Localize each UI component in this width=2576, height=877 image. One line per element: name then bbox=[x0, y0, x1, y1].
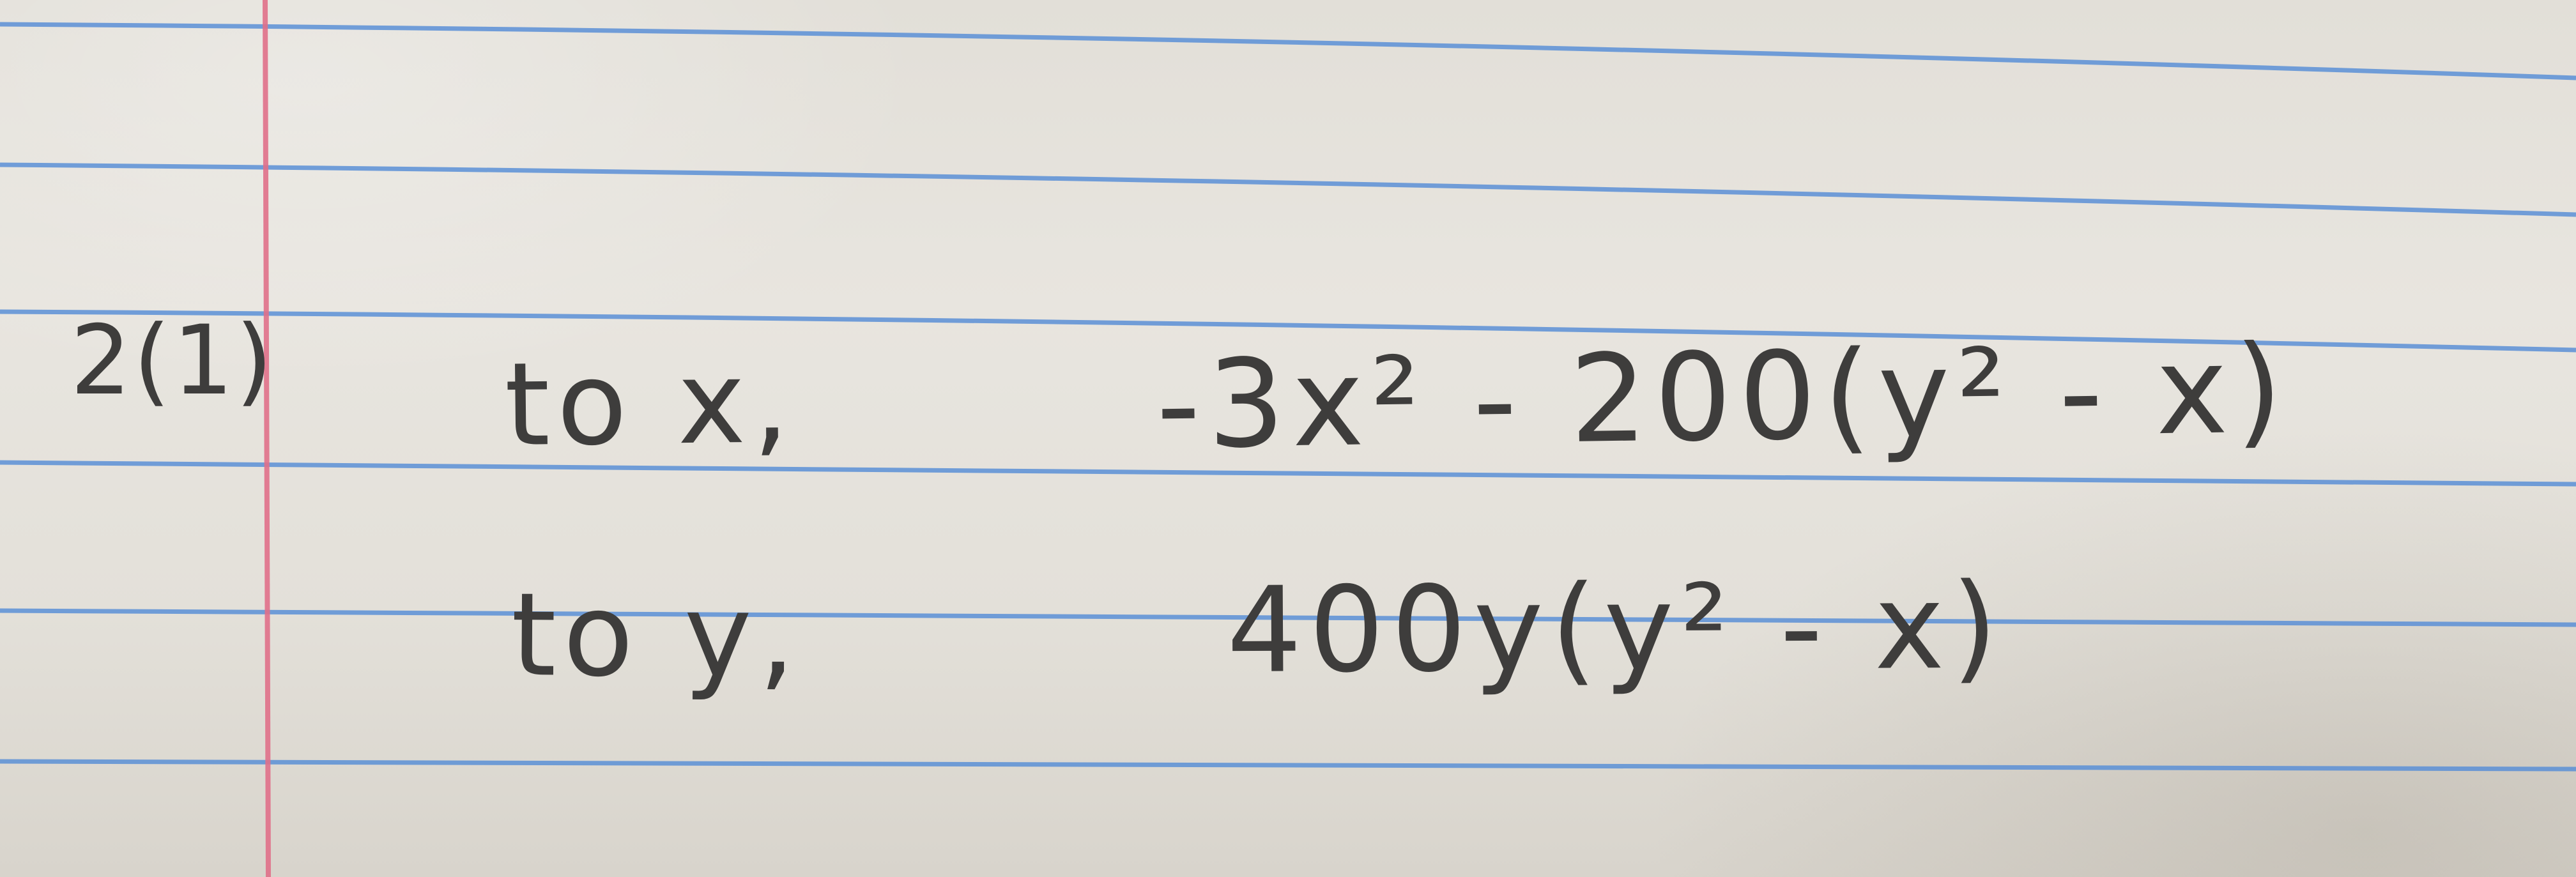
derivative-expression-x: -3x² - 200(y² - x) bbox=[1155, 319, 2291, 476]
derivative-label-y: to y, bbox=[510, 568, 803, 704]
ruled-line bbox=[0, 24, 2576, 78]
derivative-label-x: to x, bbox=[503, 335, 797, 472]
margin-line bbox=[265, 0, 268, 877]
ruled-line bbox=[0, 761, 2576, 769]
derivative-expression-y: 400y(y² - x) bbox=[1226, 557, 2005, 699]
problem-number: 2(1) bbox=[70, 305, 275, 416]
ruled-line bbox=[0, 165, 2576, 215]
